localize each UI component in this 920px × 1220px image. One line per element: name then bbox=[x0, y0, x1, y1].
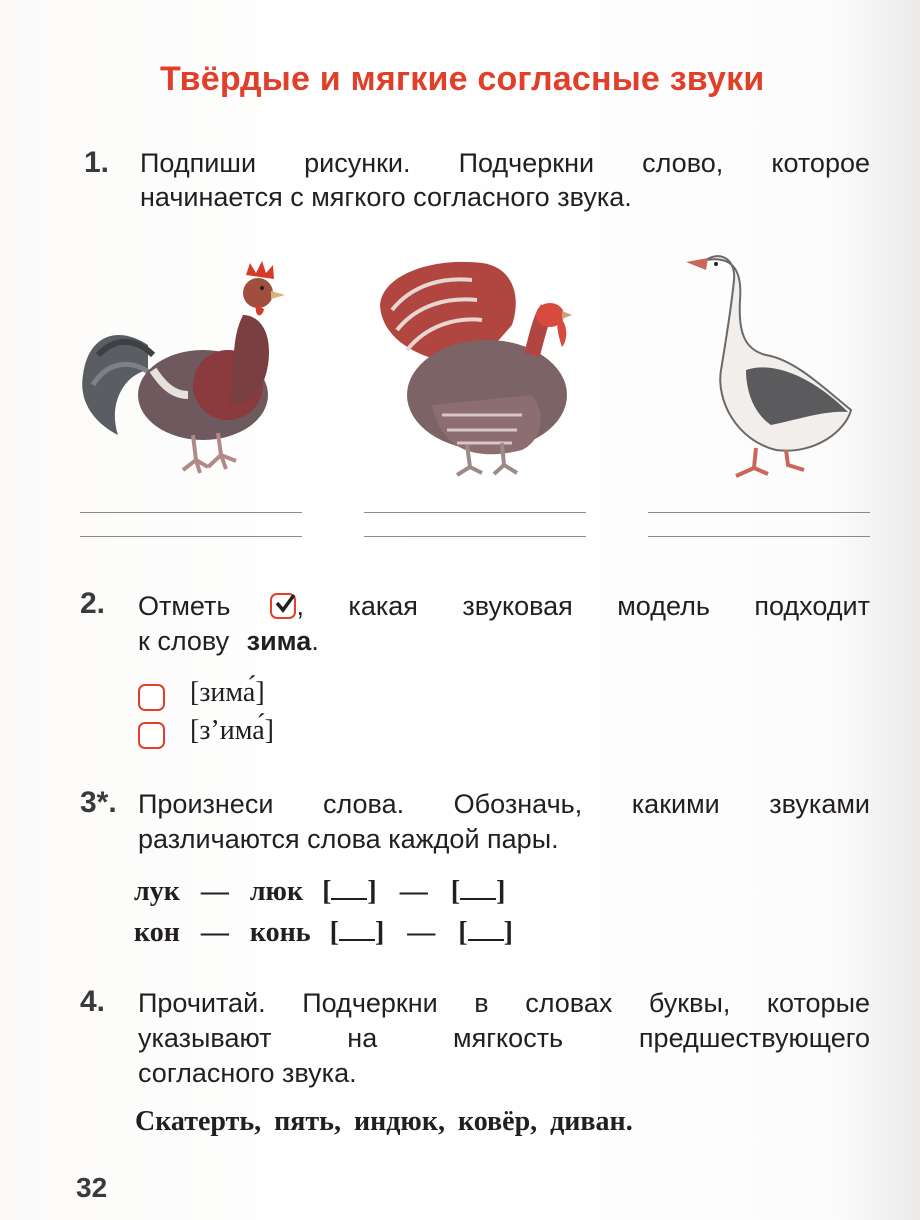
option-checkbox-1[interactable] bbox=[138, 684, 165, 711]
bracket-open: [ bbox=[329, 917, 339, 948]
task-4-words[interactable]: Скатерть, пять, индюк, ковёр, диван. bbox=[135, 1106, 633, 1137]
task-2-text-b: , какая звуковая модель подходит bbox=[296, 591, 870, 621]
task-2-line-1 bbox=[138, 589, 870, 623]
bracket-open: [ bbox=[458, 917, 468, 948]
bracket-open: [ bbox=[450, 876, 461, 907]
task-2-text-a: Отметь bbox=[138, 591, 231, 621]
task-2-number: 2. bbox=[80, 587, 106, 620]
pair-word-a: лук bbox=[134, 876, 180, 907]
pair-dash: — bbox=[407, 917, 436, 948]
task-2-line-2 bbox=[138, 624, 870, 658]
option-text-1: [зима́] bbox=[190, 677, 265, 708]
answer-line[interactable] bbox=[364, 536, 586, 537]
bracket-close: ] bbox=[496, 876, 506, 907]
page-number: 32 bbox=[76, 1172, 108, 1203]
sound-blank[interactable] bbox=[468, 915, 504, 941]
bracket-close: ] bbox=[374, 917, 385, 948]
answer-line[interactable] bbox=[648, 536, 870, 537]
task-2-period: . bbox=[311, 626, 319, 656]
pair-row-2 bbox=[134, 915, 513, 949]
task-4-line-2: указывают на мягкость предшествующего bbox=[138, 1023, 870, 1053]
option-text-2: [з’има́] bbox=[190, 715, 274, 746]
pair-dash: — bbox=[399, 876, 428, 907]
bracket-close: ] bbox=[503, 917, 513, 948]
sound-blank[interactable] bbox=[339, 915, 375, 941]
task-1-line-1: Подпиши рисунки. Подчеркни слово, которое bbox=[140, 148, 870, 178]
task-3-line-2: различаются слова каждой пары. bbox=[138, 824, 559, 854]
checkmark-icon bbox=[270, 593, 296, 619]
pair-dash: — bbox=[200, 876, 229, 907]
task-1-line-2: начинается с мягкого согласного звука. bbox=[140, 182, 632, 212]
pair-word-b: конь bbox=[249, 917, 311, 948]
sound-blank[interactable] bbox=[460, 874, 496, 900]
task-1-number: 1. bbox=[84, 146, 110, 179]
task-4-number: 4. bbox=[80, 985, 106, 1018]
bracket-open: [ bbox=[322, 876, 332, 907]
answer-line[interactable] bbox=[648, 512, 870, 513]
task-2-text-c: к слову bbox=[138, 626, 230, 656]
pair-word-a: кон bbox=[134, 917, 180, 948]
answer-line[interactable] bbox=[364, 512, 586, 513]
option-checkbox-2[interactable] bbox=[138, 722, 165, 749]
turkey-icon bbox=[372, 255, 592, 480]
task-2-word: зима bbox=[246, 626, 312, 656]
task-3-line-1: Произнеси слова. Обозначь, какими звуками bbox=[138, 789, 870, 819]
task-4-line-3: согласного звука. bbox=[138, 1058, 357, 1088]
goose-icon bbox=[676, 240, 856, 485]
pair-row-1 bbox=[134, 874, 505, 908]
answer-line[interactable] bbox=[80, 536, 302, 537]
task-3-number: 3*. bbox=[80, 786, 117, 819]
pair-dash: — bbox=[200, 917, 229, 948]
pair-word-b: люк bbox=[249, 876, 304, 907]
sound-blank[interactable] bbox=[331, 874, 367, 900]
page-title: Твёрдые и мягкие согласные звуки bbox=[160, 60, 765, 98]
answer-line[interactable] bbox=[80, 512, 302, 513]
rooster-icon bbox=[78, 255, 288, 485]
task-4-line-1: Прочитай. Подчеркни в словах буквы, которые bbox=[138, 988, 870, 1018]
bracket-close: ] bbox=[367, 876, 377, 907]
